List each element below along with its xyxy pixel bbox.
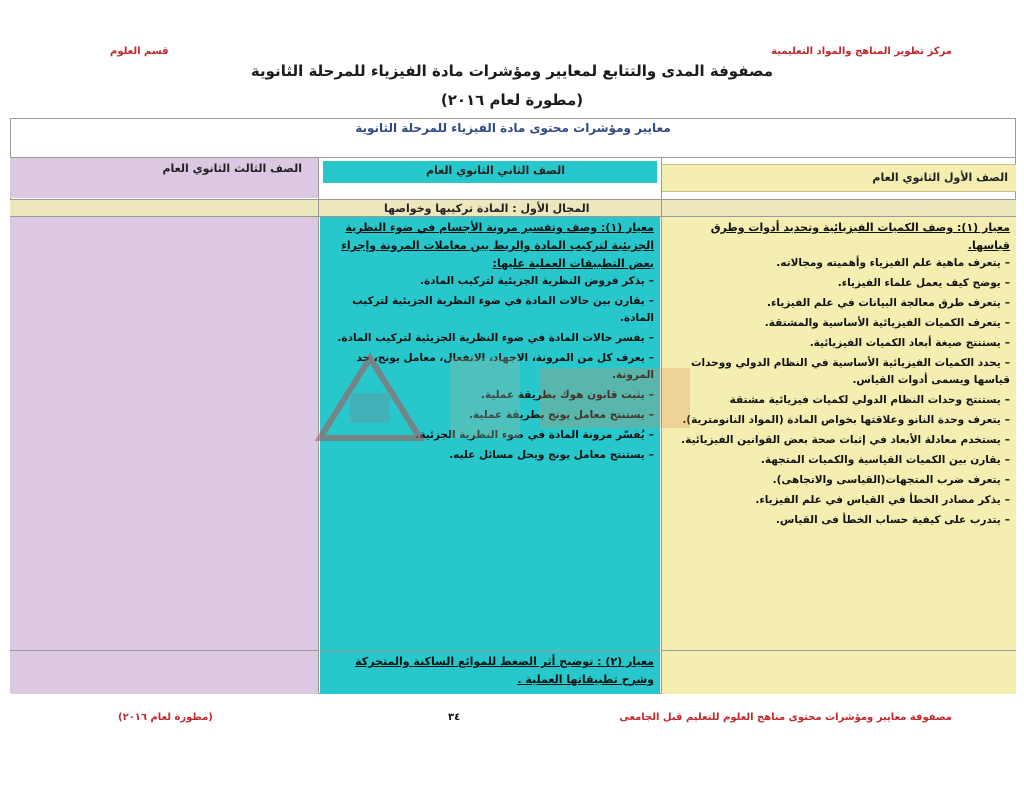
bullet-dash: – (648, 352, 654, 364)
footer-edition: (مطورة لعام ٢٠١٦) (118, 712, 213, 723)
bullet-dash: – (1004, 514, 1010, 526)
indicator-text: يذكر مصادر الخطأ في القياس في علم الفيزياء. (755, 494, 1001, 506)
bullet-dash: – (648, 409, 654, 421)
bullet-dash: – (1004, 337, 1010, 349)
bullet-dash: – (1004, 414, 1010, 426)
bullet-dash: – (1004, 257, 1010, 269)
grade2-indicators (320, 273, 660, 464)
indicator-text: يستنتج صيغة أبعاد الكميات الفيزيائية. (809, 337, 1001, 349)
bullet-dash: – (648, 295, 654, 307)
department-name: قسم العلوم (110, 46, 169, 57)
page-number: ٣٤ (448, 712, 461, 723)
indicator-item (668, 452, 1010, 469)
grade2-standard: معيار (١): وصف وتفسير مرونة الأجسام في ضوء النظرية الجزيئية لتركيب المادة والربط بين معاملات المرونة وإجراء بعض التطبيقات العملية عليها: (341, 221, 654, 270)
grade1-cell (662, 217, 1016, 650)
indicator-text: يتعرف ضرب المتجهات(القياسى والاتجاهى). (772, 474, 1001, 486)
bullet-dash: – (648, 449, 654, 461)
grade2-cell (320, 217, 660, 650)
indicator-text: يستنتج وحدات النظام الدولي لكميات فيزيائية مشتقة (729, 394, 1001, 406)
indicator-text: يتعرف طرق معالجة البيانات في علم الفيزياء. (767, 297, 1001, 309)
bullet-dash: – (648, 429, 654, 441)
indicator-text: يتعرف ماهية علم الفيزياء وأهميته ومجالاته. (776, 257, 1001, 269)
bullet-dash: – (1004, 474, 1010, 486)
indicator-text: يستنتج معامل يونج بطريقة عملية. (469, 409, 645, 421)
indicator-item (668, 315, 1010, 332)
bullet-dash: – (1004, 317, 1010, 329)
grade3-header (10, 158, 318, 198)
document-title: مصفوفة المدى والتتابع لمعايير ومؤشرات مادة الفيزياء للمرحلة الثانوية (250, 62, 774, 80)
indicator-item (326, 427, 654, 444)
indicator-item (668, 512, 1010, 529)
indicator-item (668, 355, 1010, 389)
grade2-label: الصف الثاني الثانوي العام (425, 164, 565, 177)
indicator-item (668, 412, 1010, 429)
indicator-text: يثبت قانون هوك بطريقة عملية. (480, 389, 645, 401)
bullet-dash: – (1004, 277, 1010, 289)
grade1-standard: معيار (١): وصف الكميات الفيزيائية وتحديد أدوات وطرق قياسها. (710, 221, 1010, 252)
indicator-item (668, 295, 1010, 312)
grade3-cell-2 (10, 650, 318, 694)
indicator-text: يستخدم معادلة الأبعاد في إثبات صحة بعض القوانين الفيزيائية. (681, 434, 1001, 446)
grade2-header-fill (323, 161, 657, 183)
indicator-text: يقارن بين الكميات القياسية والكميات المتجهة. (760, 454, 1001, 466)
indicator-item (668, 492, 1010, 509)
column-divider (318, 158, 319, 694)
indicator-item (326, 350, 654, 384)
bullet-dash: – (1004, 494, 1010, 506)
indicator-item (326, 330, 654, 347)
indicator-text: يتدرب على كيفية حساب الخطأ فى القياس. (775, 514, 1001, 526)
indicator-text: يذكر فروض النظرية الجزيئية لتركيب المادة. (419, 275, 645, 287)
domain-label: المجال الأول : المادة تركيبها وخواصها (384, 202, 590, 215)
grade3-label: الصف الثالث الثانوي العام (162, 162, 302, 175)
indicator-item (668, 472, 1010, 489)
indicator-text: يحدد الكميات الفيزيائية الأساسية في النظام الدولي ووحدات قياسها ويسمى أدوات القياس. (690, 357, 1010, 386)
bullet-dash: – (648, 389, 654, 401)
grade1-header (662, 164, 1016, 192)
indicator-text: يعرف كل من المرونة، الاجهاد، الانفعال، معامل يونج، حد المرونة. (356, 352, 654, 381)
indicator-item (668, 335, 1010, 352)
indicator-text: يُفسّر مرونة المادة في ضوء النظرية الجزئية. (415, 429, 645, 441)
grade2-standard-2: معيار (٢) : توضيح أثر الضغط للموائع الساكنة والمتحركة وشرح تطبيقاتها العملية . (355, 655, 654, 686)
grade2-cell-2 (320, 650, 660, 694)
column-divider (661, 158, 662, 694)
bullet-dash: – (648, 275, 654, 287)
indicator-item (668, 255, 1010, 272)
indicator-text: يستنتج معامل يونج ويحل مسائل عليه. (449, 449, 645, 461)
bullet-dash: – (648, 332, 654, 344)
grade2-header (320, 158, 660, 198)
indicator-text: يفسر حالات المادة في ضوء النظرية الجزيئية لتركيب المادة. (337, 332, 645, 344)
bullet-dash: – (1004, 394, 1010, 406)
document-subtitle: (مطورة لعام ٢٠١٦) (440, 91, 584, 109)
table-caption: معايير ومؤشرات محتوى مادة الفيزياء للمرحلة الثانوية (10, 118, 1016, 158)
bullet-dash: – (1004, 297, 1010, 309)
indicator-item (668, 275, 1010, 292)
bullet-dash: – (1004, 357, 1010, 369)
grade3-cell (10, 217, 318, 650)
indicator-item (326, 447, 654, 464)
indicator-item (668, 432, 1010, 449)
indicator-item (668, 392, 1010, 409)
indicator-text: يتعرف الكميات الفيزيائية الأساسية والمشتقة. (764, 317, 1001, 329)
bullet-dash: – (1004, 454, 1010, 466)
grade1-label: الصف الأول الثانوي العام (872, 171, 1008, 184)
indicator-text: يتعرف وحدة النانو وعلاقتها بخواص المادة (المواد النانومترية). (682, 414, 1001, 426)
grade1-cell-2 (662, 650, 1016, 694)
domain-row (10, 199, 1016, 217)
grade1-indicators (662, 255, 1016, 529)
org-name: مركز تطوير المناهج والمواد التعليمية (771, 46, 952, 57)
indicator-item (326, 407, 654, 424)
indicator-item (326, 273, 654, 290)
indicator-text: يقارن بين حالات المادة في ضوء النظرية الجزيئية لتركيب المادة. (352, 295, 654, 324)
indicator-text: يوضح كيف يعمل علماء الفيزياء. (837, 277, 1001, 289)
bullet-dash: – (1004, 434, 1010, 446)
indicator-item (326, 293, 654, 327)
footer-title: مصفوفة معايير ومؤشرات محتوى مناهج العلوم للتعليم قبل الجامعى (619, 712, 952, 723)
indicator-item (326, 387, 654, 404)
